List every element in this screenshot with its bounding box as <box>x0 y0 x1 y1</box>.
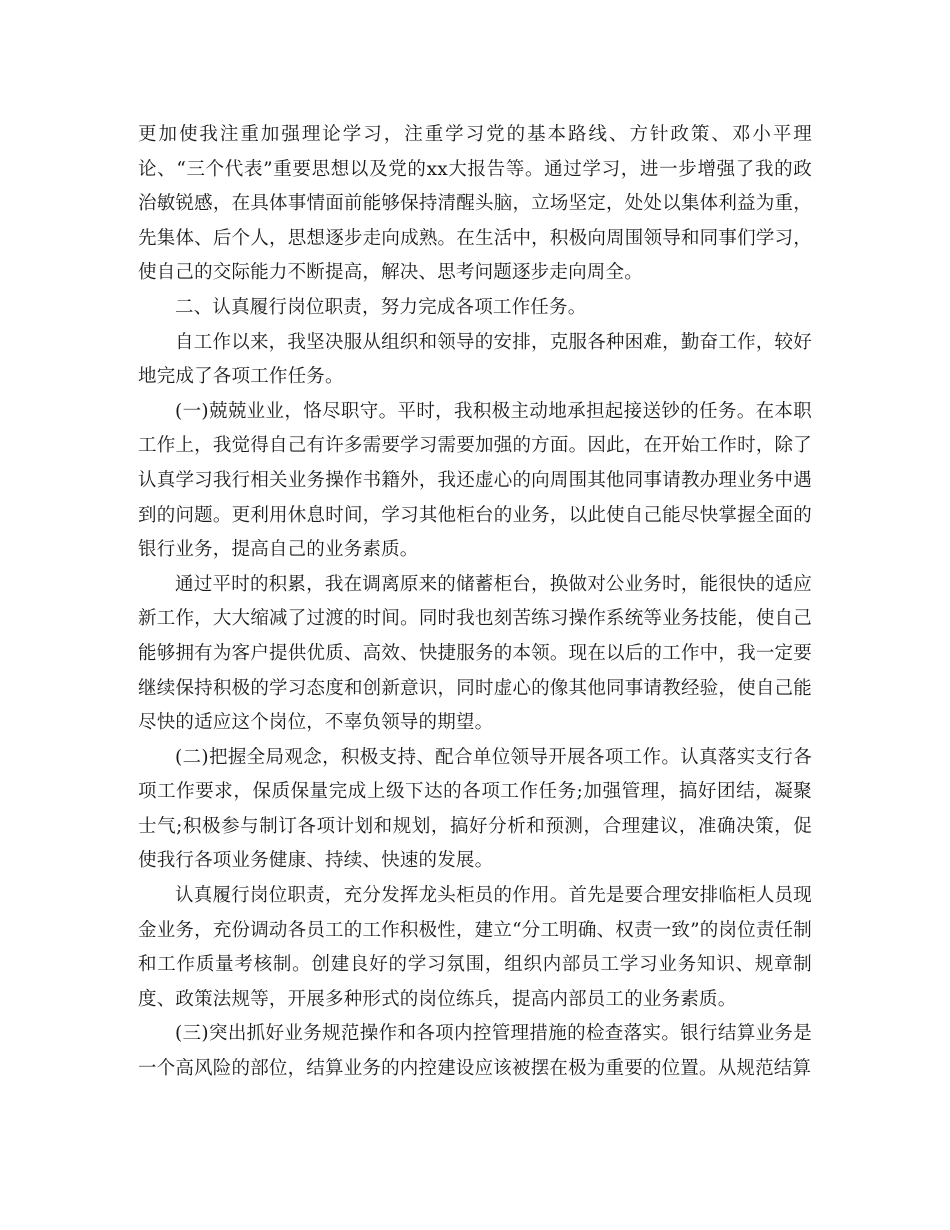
paragraph: 通过平时的积累，我在调离原来的储蓄柜台，换做对公业务时，能很快的适应新工作，大大缩减了过渡的时间。同时我也刻苦练习操作系统等业务技能，使自己能够拥有为客户提供优质、高效、快捷服务的本领。现在以后的工作中，我一定要继续保持积极的学习态度和创新意识，同时虚心的像其他同事请教经验，使自己能尽快的适应这个岗位，不辜负领导的期望。 <box>138 573 812 734</box>
document-body <box>138 118 812 1087</box>
paragraph: (一)兢兢业业，恪尽职守。平时，我积极主动地承担起接送钞的任务。在本职工作上，我觉得自己有许多需要学习需要加强的方面。因此，在开始工作时，除了认真学习我行相关业务操作书籍外，我还虚心的向周围其他同事请教办理业务中遇到的问题。更利用休息时间，学习其他柜台的业务，以此使自己能尽快掌握全面的银行业务，提高自己的业务素质。 <box>138 400 812 561</box>
paragraph: 自工作以来，我坚决服从组织和领导的安排，克服各种困难，勤奋工作，较好地完成了各项工作任务。 <box>138 331 812 388</box>
paragraph: (二)把握全局观念，积极支持、配合单位领导开展各项工作。认真落实支行各项工作要求，保质保量完成上级下达的各项工作任务;加强管理，搞好团结，凝聚士气;积极参与制订各项计划和规划，搞好分析和预测，合理建议，准确决策，促使我行各项业务健康、持续、快速的发展。 <box>138 746 812 872</box>
paragraph: (三)突出抓好业务规范操作和各项内控管理措施的检查落实。银行结算业务是一个高风险的部位，结算业务的内控建设应该被摆在极为重要的位置。从规范结算 <box>138 1023 812 1080</box>
paragraph: 认真履行岗位职责，充分发挥龙头柜员的作用。首先是要合理安排临柜人员现金业务，充份调动各员工的工作积极性，建立“分工明确、权责一致”的岗位责任制和工作质量考核制。创建良好的学习氛围，组织内部员工学习业务知识、规章制度、政策法规等，开展多种形式的岗位练兵，提高内部员工的业务素质。 <box>138 885 812 1010</box>
section-heading: 二、认真履行岗位职责，努力完成各项工作任务。 <box>175 296 587 318</box>
paragraph: 更加使我注重加强理论学习，注重学习党的基本路线、方针政策、邓小平理论、“三个代表”重要思想以及党的xx大报告等。通过学习，进一步增强了我的政治敏锐感，在具体事情面前能够保持清醒头脑，立场坚定，处处以集体利益为重，先集体、后个人，思想逐步走向成熟。在生活中，积极向周围领导和同事们学习，使自己的交际能力不断提高，解决、思考问题逐步走向周全。 <box>138 124 812 284</box>
